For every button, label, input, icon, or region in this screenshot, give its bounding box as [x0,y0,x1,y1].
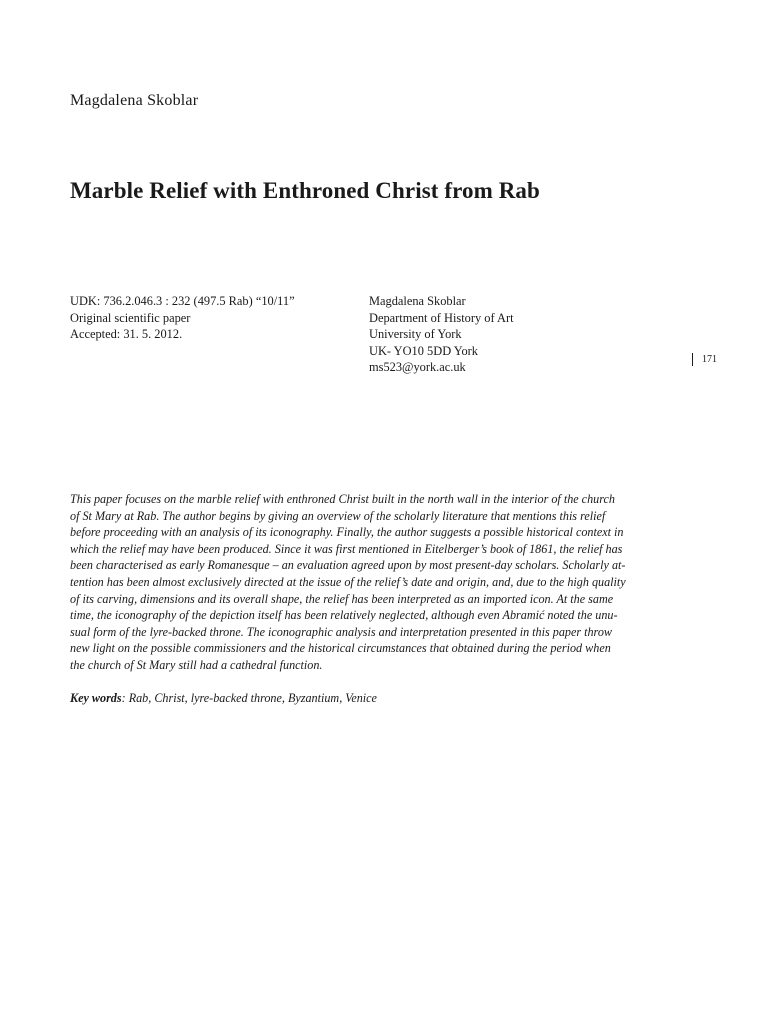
abstract-line: sual form of the lyre-backed throne. The iconographic analysis and interpretation presented in this paper throw [70,624,612,639]
abstract-line: new light on the possible commissioners and the historical circumstances that obtained during the period when [70,641,611,656]
page-number-rule [692,353,693,366]
abstract-line: which the relief may have been produced. Since it was first mentioned in Eitelberger’s book of 1861, the relief has [70,541,623,556]
abstract-line: been characterised as early Romanesque – an evaluation agreed upon by most present-day scholars. Scholarly at- [70,558,626,573]
abstract-line: before proceeding with an analysis of its iconography. Finally, the author suggests a possible historical context in [70,525,624,540]
abstract-line: tention has been almost exclusively directed at the issue of the relief’s date and origin, and, due to the high quality [70,574,626,589]
running-author: Magdalena Skoblar [70,92,199,109]
accepted-date: Accepted: 31. 5. 2012. [70,327,183,342]
keywords-separator: : [121,691,129,705]
abstract [70,491,648,674]
udk-code: UDK: 736.2.046.3 : 232 (497.5 Rab) “10/11” [70,294,295,308]
abstract-line: of St Mary at Rab. The author begins by giving an overview of the scholarly literature that mentions this relief [70,508,606,523]
publication-metadata [70,293,295,343]
affiliation-department: Department of History of Art [369,310,514,325]
keywords [70,690,377,707]
abstract-line: This paper focuses on the marble relief with enthroned Christ built in the north wall in the interior of the church [70,492,615,506]
abstract-line: the church of St Mary still had a cathedral function. [70,657,323,672]
affiliation-university: University of York [369,327,462,342]
author-affiliation [369,293,514,376]
page-number: 171 [702,354,717,365]
paper-type: Original scientific paper [70,310,191,325]
keywords-label: Key words [70,691,122,705]
author-email: ms523@york.ac.uk [369,360,466,375]
keywords-text: Rab, Christ, lyre-backed throne, Byzantium, Venice [128,691,377,705]
affiliation-name: Magdalena Skoblar [369,294,466,308]
paper-title: Marble Relief with Enthroned Christ from Rab [70,178,540,203]
abstract-line: time, the iconography of the depiction itself has been relatively neglected, although even Abramić noted the unu- [70,608,618,623]
abstract-line: of its carving, dimensions and its overall shape, the relief has been interpreted as an imported icon. At the same [70,591,614,606]
affiliation-postal: UK- YO10 5DD York [369,343,478,358]
